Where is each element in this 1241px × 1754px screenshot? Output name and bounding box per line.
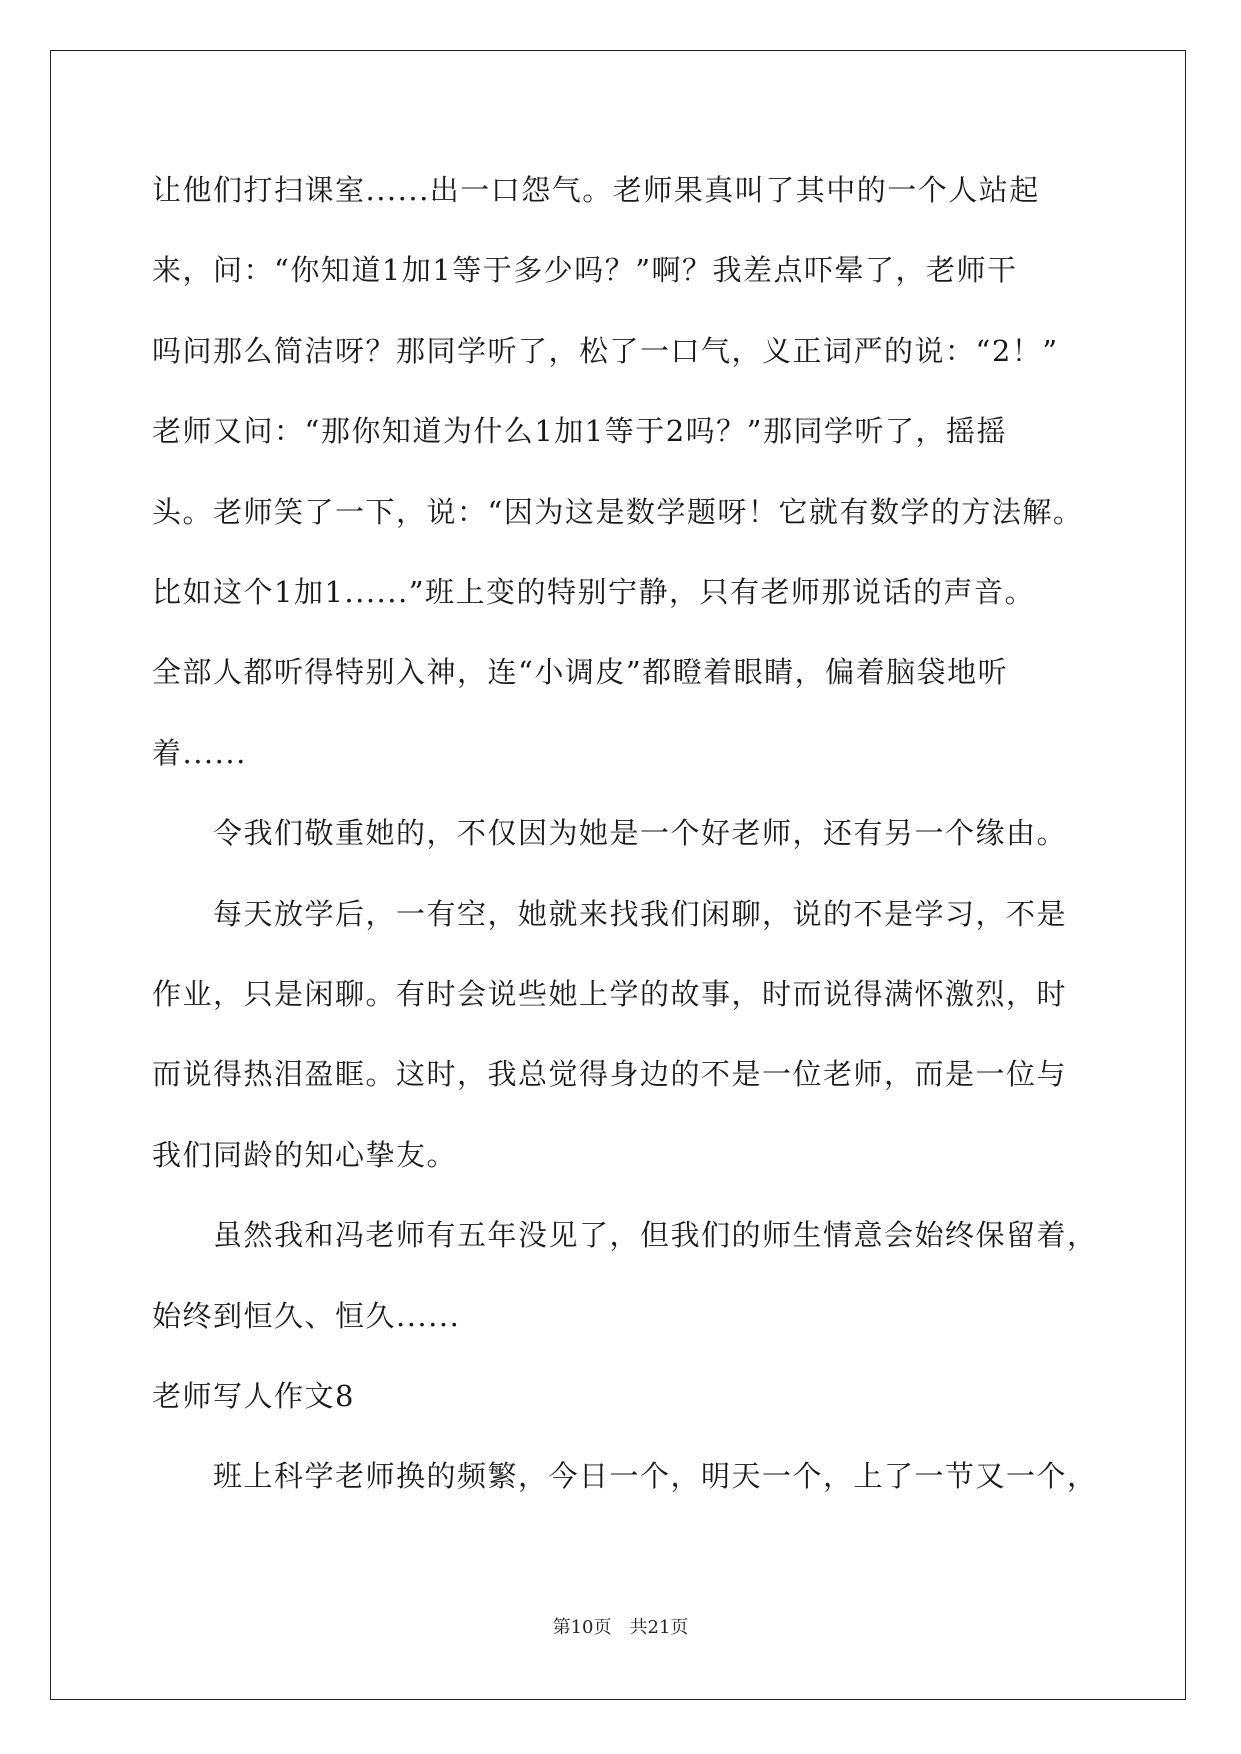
paragraph-line: 令我们敬重她的，不仅因为她是一个好老师，还有另一个缘由。	[152, 816, 1068, 850]
text-line: 让他们打扫课室......出一口怨气。老师果真叫了其中的一个人站起	[152, 173, 1040, 207]
page-border	[50, 50, 1186, 1700]
text-line: 来，问：“你知道1加1等于多少吗？”啊？我差点吓晕了，老师干	[152, 253, 1018, 287]
paragraph-line: 虽然我和冯老师有五年没见了，但我们的师生情意会始终保留着，	[152, 1218, 1098, 1252]
text-line: 着......	[152, 736, 247, 770]
paragraph-line: 班上科学老师换的频繁，今日一个，明天一个，上了一节又一个，	[152, 1459, 1098, 1493]
text-line: 而说得热泪盈眶。这时，我总觉得身边的不是一位老师，而是一位与	[152, 1057, 1068, 1091]
section-heading: 老师写人作文8	[152, 1379, 355, 1413]
text-line: 全部人都听得特别入神，连“小调皮”都瞪着眼睛，偏着脑袋地听	[152, 655, 1009, 689]
text-line: 始终到恒久、恒久......	[152, 1299, 461, 1333]
page-number-footer: 第10页 共21页	[552, 1617, 689, 1638]
text-line: 比如这个1加1......”班上变的特别宁静，只有老师那说话的声音。	[152, 575, 1036, 609]
text-line: 作业，只是闲聊。有时会说些她上学的故事，时而说得满怀激烈，时	[152, 977, 1068, 1011]
text-line: 老师又问：“那你知道为什么1加1等于2吗？”那同学听了，摇摇	[152, 414, 1008, 448]
text-line: 吗问那么简洁呀？那同学听了，松了一口气，义正词严的说：“2！”	[152, 334, 1059, 368]
text-line: 我们同龄的知心挚友。	[152, 1138, 458, 1172]
paragraph-line: 每天放学后，一有空，她就来找我们闲聊，说的不是学习，不是	[152, 897, 1068, 931]
text-line: 头。老师笑了一下，说：“因为这是数学题呀！它就有数学的方法解。	[152, 495, 1084, 529]
